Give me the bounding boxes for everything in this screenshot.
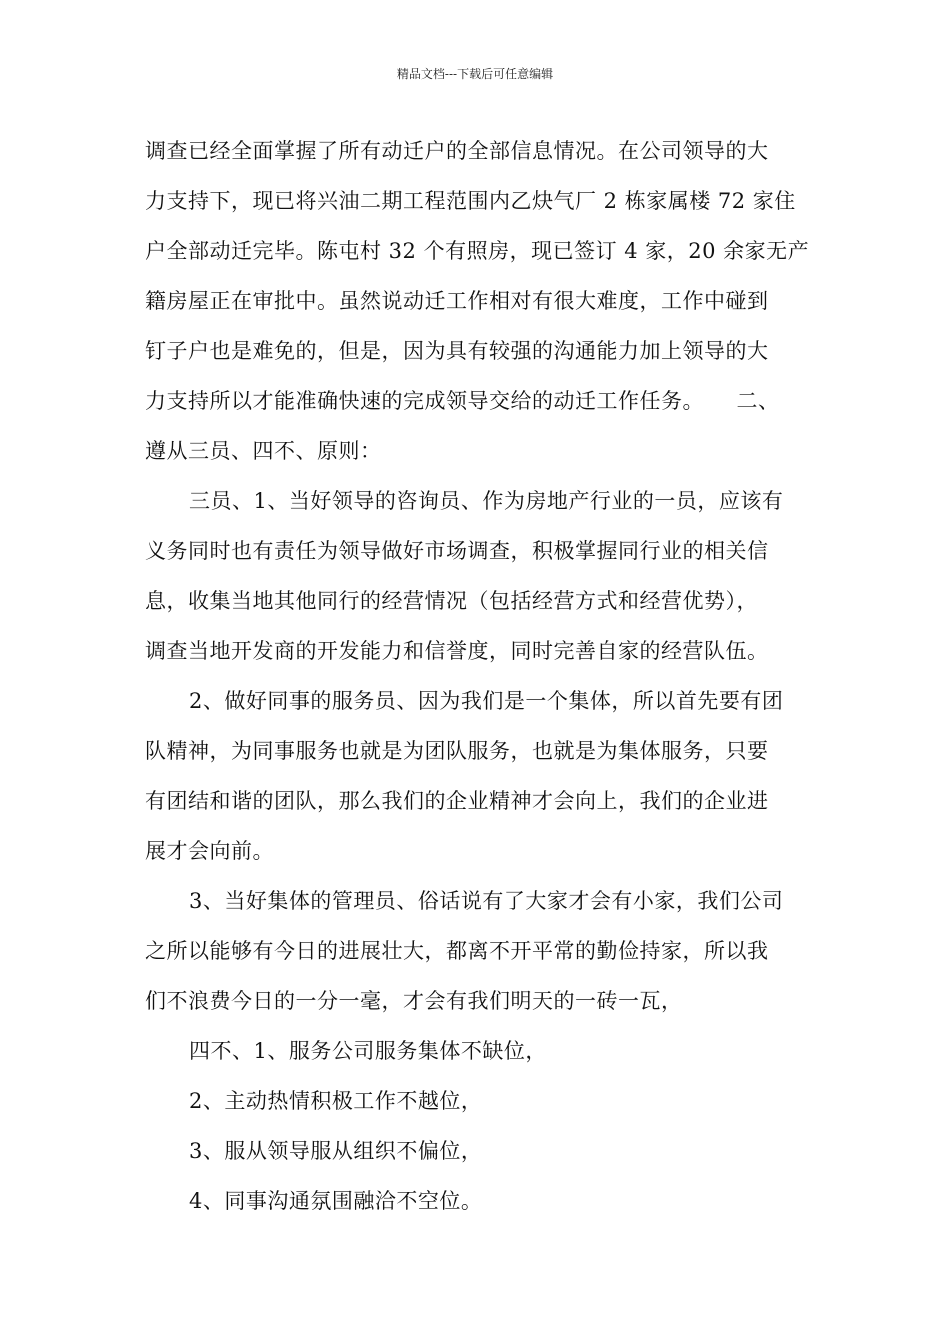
body-line: 们不浪费今日的一分一毫，才会有我们明天的一砖一瓦， <box>145 989 683 1013</box>
body-line-indented: 3、服从领导服从组织不偏位， <box>189 1139 483 1163</box>
body-line: 展才会向前。 <box>145 839 274 863</box>
body-line: 力支持所以才能准确快速的完成领导交给的动迁工作任务。 二、 <box>145 389 780 413</box>
body-line-indented: 3、当好集体的管理员、俗话说有了大家才会有小家，我们公司 <box>189 889 784 913</box>
body-line: 籍房屋正在审批中。虽然说动迁工作相对有很大难度，工作中碰到 <box>145 289 769 313</box>
body-line: 调查当地开发商的开发能力和信誉度，同时完善自家的经营队伍。 <box>145 639 769 663</box>
body-line-indented: 四不、1、服务公司服务集体不缺位， <box>189 1039 547 1063</box>
body-line: 调查已经全面掌握了所有动迁户的全部信息情况。在公司领导的大 <box>145 139 769 163</box>
body-line: 义务同时也有责任为领导做好市场调查，积极掌握同行业的相关信 <box>145 539 769 563</box>
page-header: 精品文档---下载后可任意编辑 <box>396 67 554 81</box>
body-line: 遵从三员、四不、原则： <box>145 439 382 463</box>
body-line: 息，收集当地其他同行的经营情况（包括经营方式和经营优势）， <box>145 589 758 613</box>
body-line-indented: 三员、1、当好领导的咨询员、作为房地产行业的一员，应该有 <box>189 489 784 513</box>
body-line: 有团结和谐的团队，那么我们的企业精神才会向上，我们的企业进 <box>145 789 769 813</box>
body-line: 之所以能够有今日的进展壮大，都离不开平常的勤俭持家，所以我 <box>145 939 769 963</box>
document-body <box>145 126 835 1226</box>
body-line-indented: 4、同事沟通氛围融洽不空位。 <box>189 1189 483 1213</box>
body-line-indented: 2、主动热情积极工作不越位， <box>189 1089 483 1113</box>
body-line: 钉子户也是难免的，但是，因为具有较强的沟通能力加上领导的大 <box>145 339 769 363</box>
body-line: 户全部动迁完毕。陈屯村 32 个有照房，现已签订 4 家，20 余家无产 <box>145 239 810 263</box>
body-line: 力支持下，现已将兴油二期工程范围内乙炔气厂 2 栋家属楼 72 家住 <box>145 189 796 213</box>
body-line-indented: 2、做好同事的服务员、因为我们是一个集体，所以首先要有团 <box>189 689 784 713</box>
body-line: 队精神，为同事服务也就是为团队服务，也就是为集体服务，只要 <box>145 739 769 763</box>
